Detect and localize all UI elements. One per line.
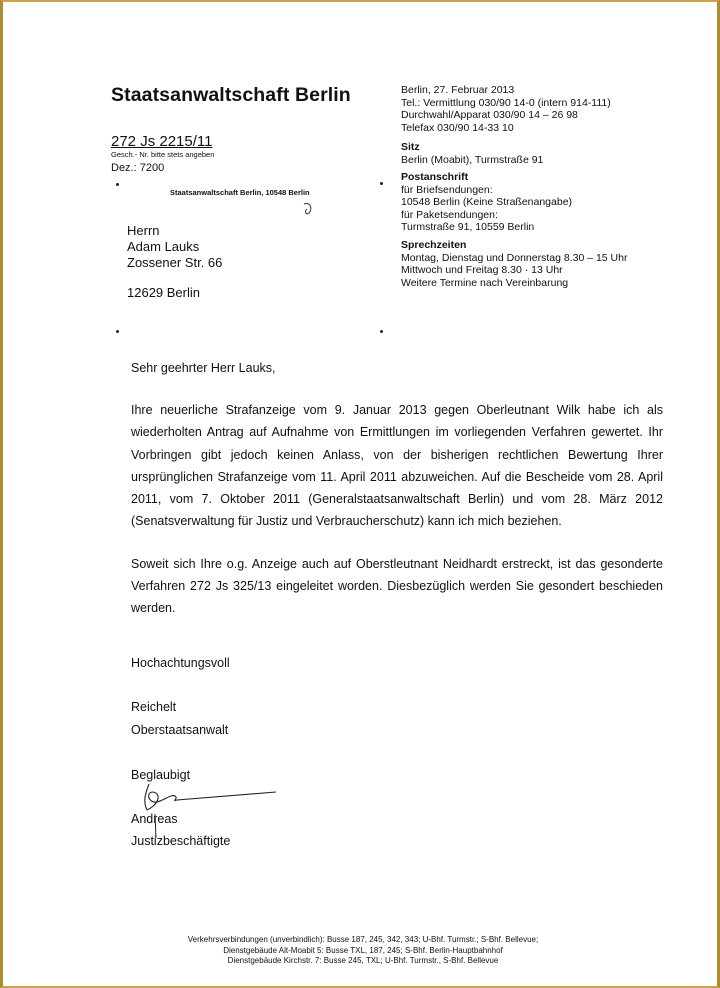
seat-address: Berlin (Moabit), Turmstraße 91 (401, 153, 544, 166)
seat-block (401, 141, 543, 166)
hours-heading: Sprechzeiten (401, 239, 467, 251)
hours-line-2: Mittwoch und Freitag 8.30 · 13 Uhr (401, 264, 563, 276)
fax-line: Telefax 030/90 14-33 10 (401, 121, 514, 134)
hours-line-3: Weitere Termine nach Vereinbarung (401, 276, 569, 289)
signer-name: Reichelt (131, 700, 177, 715)
contact-block (401, 84, 611, 134)
fold-mark (380, 330, 383, 333)
closing-formula: Hochachtungsvoll (131, 656, 230, 670)
handwritten-signature (131, 780, 281, 840)
department-code: Dez.: 7200 (111, 162, 165, 174)
phone-line: Tel.: Vermittlung 030/90 14-0 (intern 914-111) (401, 96, 611, 109)
postal-line-3: für Paketsendungen: (401, 208, 498, 221)
postal-line-4: Turmstraße 91, 10559 Berlin (401, 221, 535, 233)
footer-line-3: Dienstgebäude Kirchstr. 7: Busse 245, TXL; U-Bhf. Turmstr., S-Bhf. Bellevue (227, 956, 499, 965)
fold-mark (116, 183, 119, 186)
return-address: Staatsanwaltschaft Berlin, 10548 Berlin (170, 188, 310, 197)
fold-mark (116, 330, 119, 333)
footer-line-2: Dienstgebäude Alt-Moabit 5: Busse TXL, 187, 245; S-Bhf. Berlin-Hauptbahnhof (223, 945, 503, 955)
recipient-salutation-line: Herrn (127, 223, 160, 238)
pen-mark (301, 201, 315, 217)
clerk-name: Andreas (131, 812, 178, 827)
seat-heading: Sitz (401, 141, 420, 153)
signer-title: Oberstaatsanwalt (131, 722, 229, 737)
certified-label: Beglaubigt (131, 767, 191, 782)
recipient-city: 12629 Berlin (127, 285, 200, 300)
direct-line: Durchwahl/Apparat 030/90 14 – 26 98 (401, 109, 578, 121)
paragraph-2: Soweit sich Ihre o.g. Anzeige auch auf Oberstleutnant Neidhardt erstreckt, ist das gesonderte Verfahren 272 Js 325/13 eingeleitet worden. Diesbezüglich werden Sie gesondert beschieden werden. (131, 556, 663, 616)
postal-heading: Postanschrift (401, 171, 469, 183)
footer (3, 935, 720, 967)
office-hours-block (401, 239, 627, 289)
reference-note: Gesch.- Nr. bitte stets angeben (111, 150, 215, 159)
recipient-street: Zossener Str. 66 (127, 255, 223, 270)
footer-line-1: Verkehrsverbindungen (unverbindlich): Busse 187, 245, 342, 343; U-Bhf. Turmstr.; S-Bhf. Bellevue; (187, 935, 539, 944)
recipient-name: Adam Lauks (127, 239, 200, 254)
letter-body (131, 359, 663, 620)
authority-name: Staatsanwaltschaft Berlin (111, 84, 351, 106)
postal-line-2: 10548 Berlin (Keine Straßenangabe) (401, 196, 573, 208)
paragraph-1: Ihre neuerliche Strafanzeige vom 9. Januar 2013 gegen Oberleutnant Wilk habe ich als wiederholten Antrag auf Aufnahme von Ermittlungen im vorliegenden Verfahren gewertet. Ihr Vorbringen gibt jedoch keinen Anlass, von der bisherigen rechtlichen Bewertung Ihrer ursprünglichen Strafanzeige vom 11. April 2011 abzuweichen. Auf die Bescheide vom 28. April 2011, vom 7. Oktober 2011 (Generalstaatsanwaltschaft Berlin) und vom 28. März 2012 (Senatsverwaltung für Justiz und Verbraucherschutz) kann ich mich beziehen. (131, 403, 663, 529)
greeting: Sehr geehrter Herr Lauks, (131, 361, 276, 375)
fold-mark (380, 182, 383, 185)
postal-line-1: für Briefsendungen: (401, 183, 493, 196)
clerk-title: Justizbeschäftigte (131, 834, 231, 849)
recipient-address (127, 223, 222, 301)
postal-block (401, 171, 572, 234)
letter-date: Berlin, 27. Februar 2013 (401, 84, 515, 96)
case-reference: 272 Js 2215/11 (111, 133, 213, 150)
hours-line-1: Montag, Dienstag und Donnerstag 8.30 – 15 Uhr (401, 251, 628, 264)
